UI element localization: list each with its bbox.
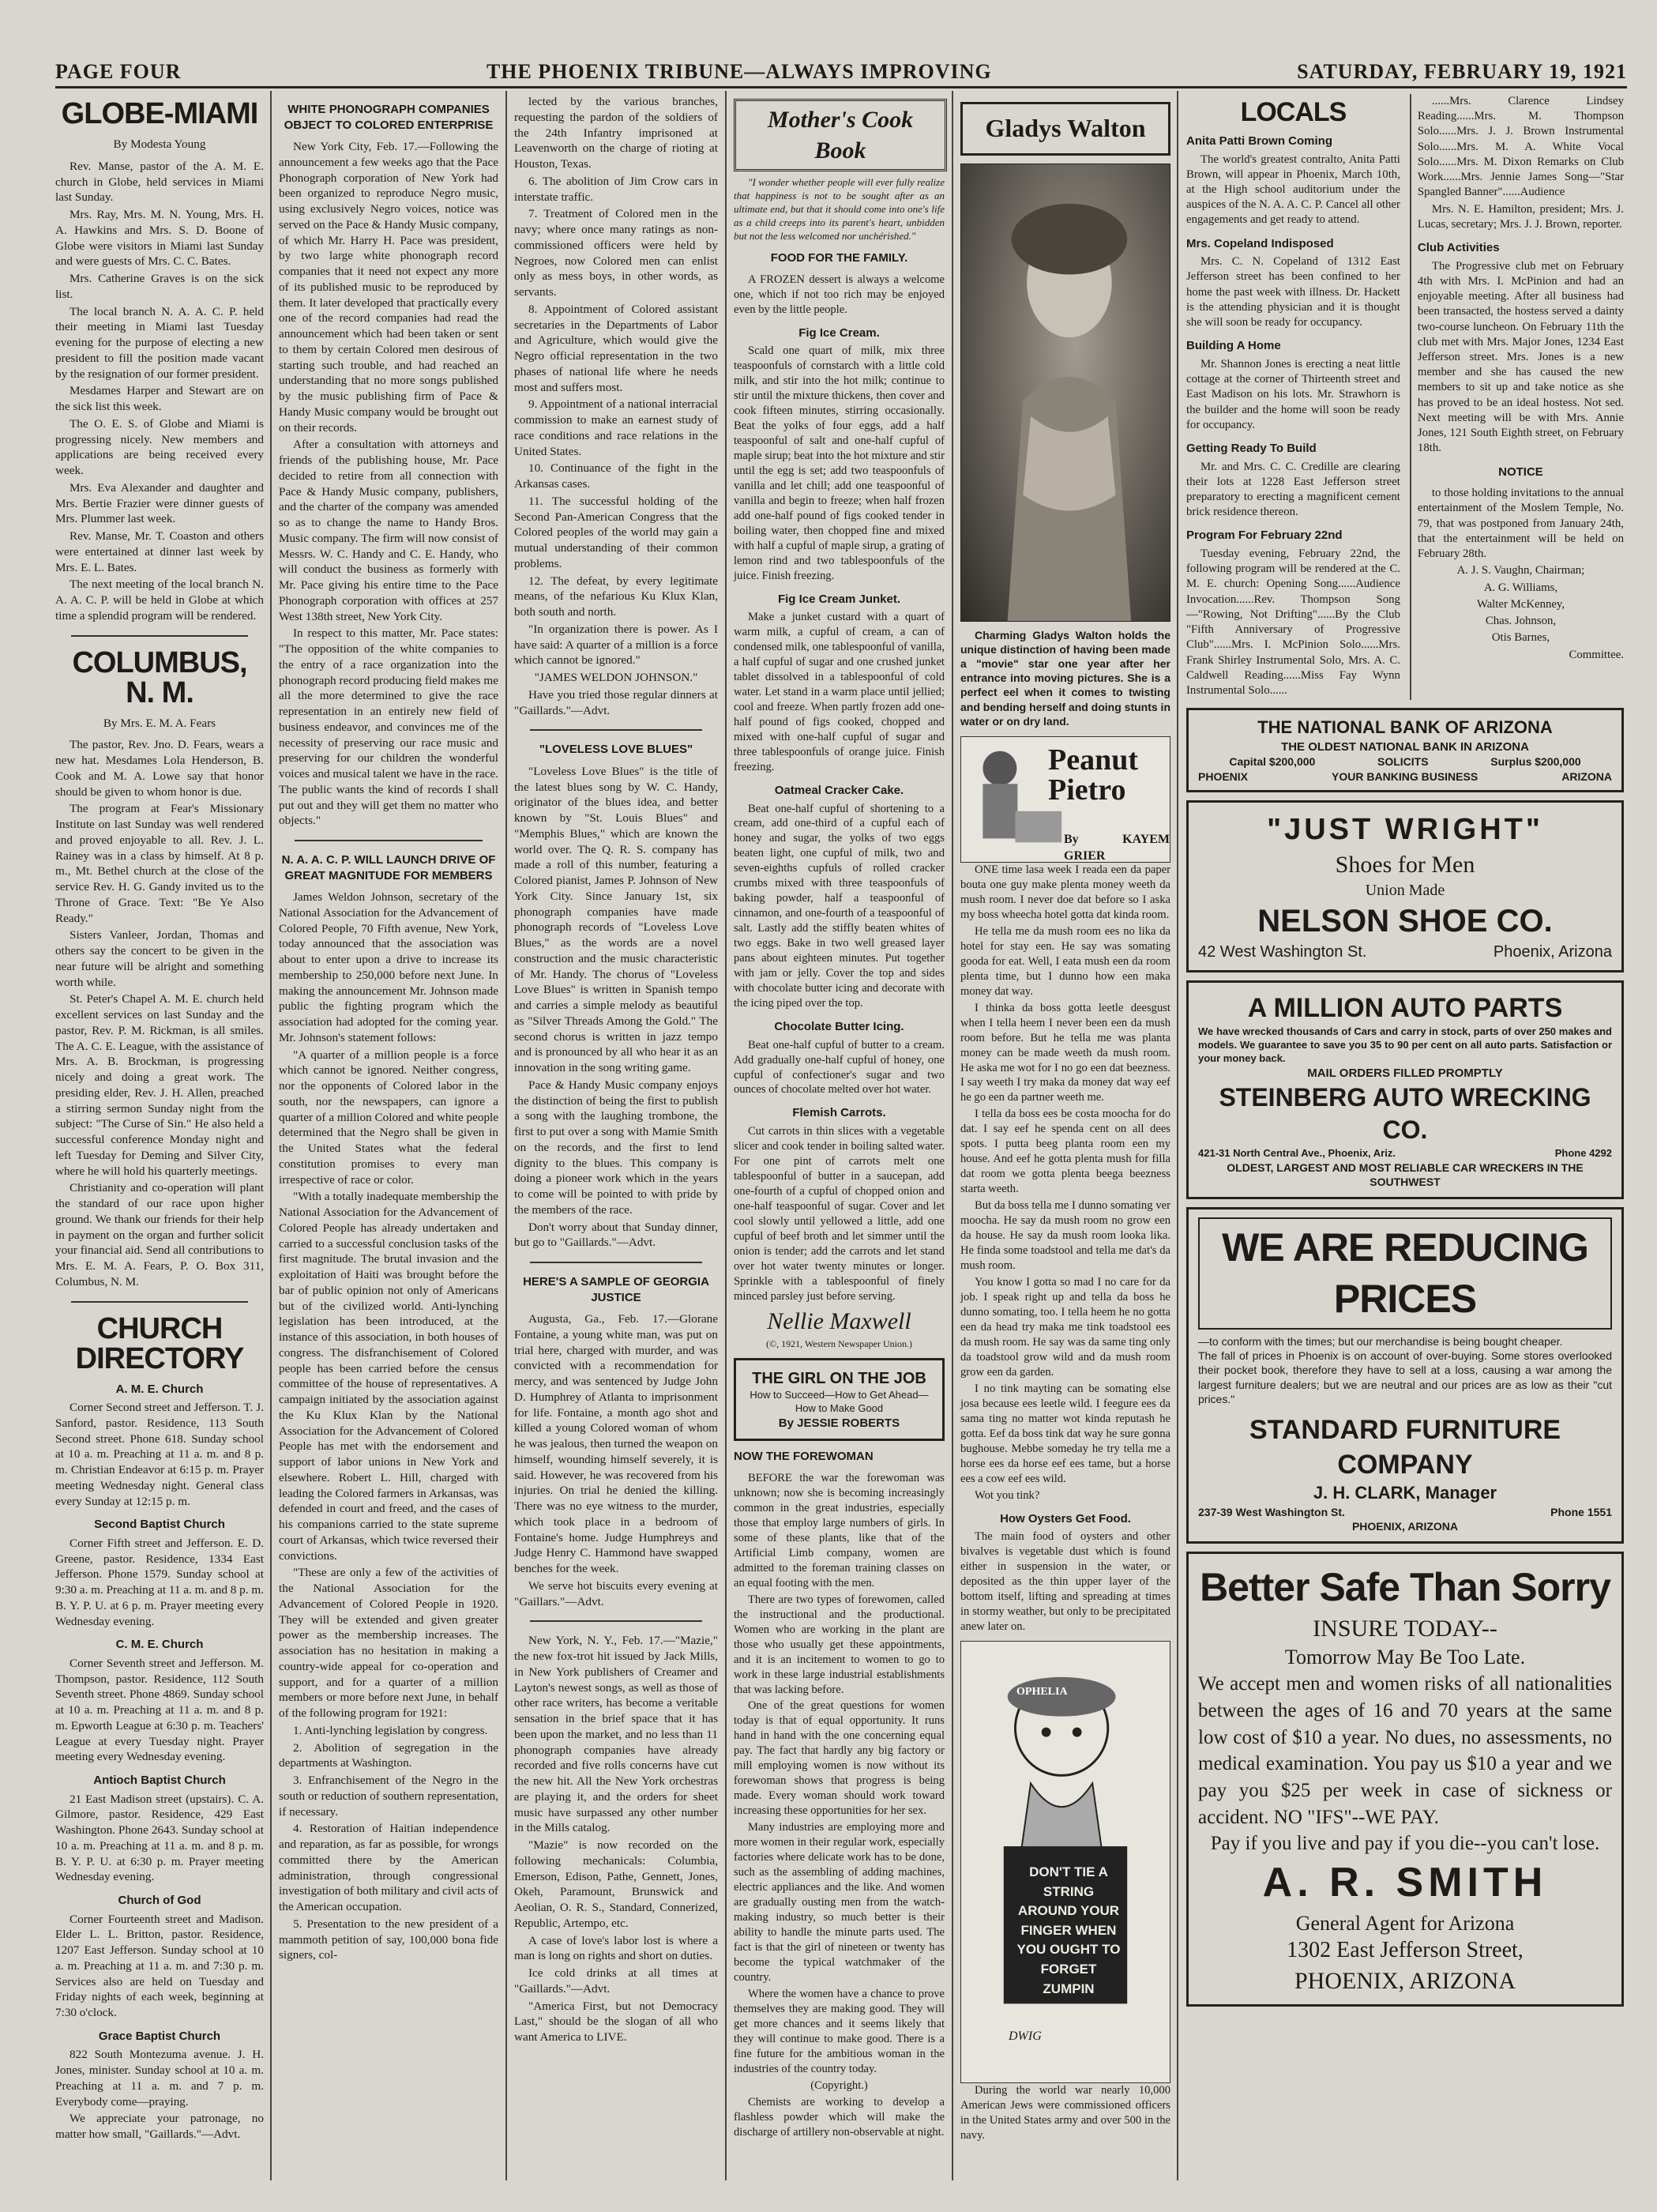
notice-signer: Chas. Johnson, bbox=[1485, 615, 1557, 628]
bank-footer-row bbox=[1198, 769, 1612, 784]
ad-phone: Phone 1551 bbox=[1550, 1505, 1612, 1518]
paragraph: Mrs. Ray, Mrs. M. N. Young, Mrs. H. A. Hawkins and Mrs. S. D. Boone of Globe were visitors in Miami last Sunday and were guests of Mrs. C. C. Bates. bbox=[55, 208, 264, 269]
ad-agent-name: A. R. SMITH bbox=[1262, 1860, 1548, 1906]
paragraph: But da boss tella me I dunno somating ver moocha. He say da mush room no grow een da house. He say da mush room looka lika. He finda some toadstool and tella me dat's da mush room. bbox=[960, 1199, 1170, 1273]
program-item: 6. The abolition of Jim Crow cars in interstate traffic. bbox=[514, 174, 718, 204]
divider bbox=[295, 840, 483, 841]
byline: By Mrs. E. M. A. Fears bbox=[103, 716, 216, 730]
church-name: Grace Baptist Church bbox=[98, 2029, 221, 2043]
paragraph: Pace & Handy Music company enjoys the distinction of being the first to publish a song with the laughing trombone, the first to put over a song with Mamie Smith on the records, and the first to lend dignity to the blues. This company is doing a pioneer work which in the years to come will be pointed to with pride by the members of the race. bbox=[514, 1078, 718, 1217]
church-details: 822 South Montezuma avenue. J. H. Jones, minister. Sunday school at 10 a. m. Preaching at 11 a. m. and 7 p. m. Everybody come—praying. bbox=[55, 2048, 264, 2109]
paragraph: Mrs. C. N. Copeland of 1312 East Jefferson street has been confined to her home the past week with illness. Dr. Hackett is the attending physician and it is thought she will soon be ready for occupancy. bbox=[1186, 255, 1400, 329]
ad-line: Tomorrow May Be Too Late. bbox=[1284, 1646, 1526, 1669]
ad-title: WE ARE REDUCING PRICES bbox=[1198, 1217, 1612, 1330]
recipe-text: Scald one quart of milk, mix three teaspoonfuls of cornstarch with a little cold milk, and stir into the hot milk; continue to stir until the mixture thickens, then cover and cook fifteen minutes, stirring occasionally. Beat the yolks of four eggs, add a half teaspoonful of salt and one-half cupful of maple sirup; beat into the hot mixture and stir until the egg is set; add two teaspoonfuls of vanilla and let chill; add one teaspoonful of vanilla and begin to freeze; when half frozen add one-half pound of figs cooked tender in boiling water, then chopped fine and mixed with half a cupful of maple sirup, a grating of lemon rind and two tablespoonfuls of the juice. Finish freezing. bbox=[734, 344, 945, 582]
church-details: 21 East Madison street (upstairs). C. A. Gilmore, pastor. Residence, 429 East Washington. Phone 2643. Sunday school at 10 a. m. Preaching at 11 a. m. and 8 p. m. B. Y. P. U. at 6:30 p. m. Prayer meeting Wednesday evening. bbox=[55, 1792, 264, 1884]
paragraph: "A quarter of a million people is a force which cannot be ignored. Neither congress, nor the opponents of Colored labor in the south, nor the newspapers, can ignore a quarter of a million Colored and white people determined that the Negro shall be given in the United States what the federal constitution promises to every man irrespective of race or color. bbox=[279, 1048, 498, 1187]
paragraph: "America First, but not Democracy Last," should be the slogan of all who want America to LIVE. bbox=[514, 1999, 718, 2044]
column-3 bbox=[508, 91, 724, 2180]
recipe-name: Fig Ice Cream. bbox=[798, 325, 880, 340]
paragraph: A case of love's labor lost is where a man is long on rights and short on duties. bbox=[514, 1933, 718, 1963]
paragraph: The world's greatest contralto, Anita Patti Brown, will appear in Phoenix, March 10th, at the High school auditorium under the auspices of the N. A. A. C. P. Cancel all other engagements and get ready to attend. bbox=[1186, 152, 1400, 227]
program-item: 12. The defeat, by every legitimate means, of the nefarious Ku Klux Klan, both south and north. bbox=[514, 574, 718, 619]
feature-subtitle: How to Succeed—How to Get Ahead—How to Make Good bbox=[750, 1389, 929, 1415]
column-rule bbox=[952, 91, 953, 2180]
recipe-text: Cut carrots in thin slices with a vegetable slicer and cook tender in boiling salted water. For one pint of carrots melt one tablespoonful of butter in a saucepan, add one-fourth of a cupful of chopped onion and one-half teaspoonful of sugar. Cover and let cool slowly until yellowed a little, add one cupful of beef broth and let simmer until the onion is tender; add the carrots and let stand over hot water twenty minutes or longer. Sprinkle with a tablespoonful of finely minced parsley just before serving. bbox=[734, 1124, 945, 1303]
notice-signer: Walter McKenney, bbox=[1476, 597, 1565, 611]
column-1 bbox=[49, 91, 270, 2180]
ad-title: A MILLION AUTO PARTS bbox=[1247, 993, 1563, 1024]
paragraph: Chemists are working to develop a flashless powder which will make the discharge of artillery non-observable at night. bbox=[734, 2095, 945, 2139]
paragraph: The Progressive club met on February 4th with Mrs. I. McPinion and had an enjoyable meeting. After all business had been transacted, the hostess served a dainty two-course luncheon. On February 11th the club met with Mrs. Major Jones, 1234 East Jefferson street. Mrs. Jones is a new member and she has caused the new members to sit up and take notice as she has proved to be an ideal hostess. Not sed. Next meeting will be with Mrs. Annie Jones, 121 South Eighth street, on February 18th. bbox=[1417, 259, 1624, 455]
photo-caption: Charming Gladys Walton holds the unique distinction of having been made a "movie" star one year after her entrance into moving pictures. She is a perfect eel when it comes to twisting and bending herself and doing stunts in water or on dry land. bbox=[960, 628, 1170, 728]
ad-address: 421-31 North Central Ave., Phoenix, Ariz. bbox=[1198, 1146, 1396, 1159]
paragraph: Rev. Manse, Mr. T. Coaston and others were entertained at dinner last week by Mrs. E. L. Bates. bbox=[55, 529, 264, 574]
paragraph: Tuesday evening, February 22nd, the following program will be rendered at the C. M. E. church: Opening Song......Audience Invocation......Rev. Thompson Song—"Rowing, Not Drifting"......By the Club "Fifth Anniversary of Progressive Club"......Mrs. I. McPinion Solo......Mrs. Frank Shirley Instrumental Solo, Mrs. A. C. Caldwell Reading......Miss Fay Wynn Instrumental Solo...... bbox=[1186, 547, 1400, 698]
ad-agent-role: General Agent for Arizona bbox=[1295, 1911, 1515, 1935]
paragraph: Mrs. Catherine Graves is on the sick list. bbox=[55, 272, 264, 301]
local-head: Anita Patti Brown Coming bbox=[1186, 134, 1332, 148]
ad-subtitle: Shoes for Men bbox=[1335, 852, 1475, 878]
bank-capital-row bbox=[1198, 754, 1612, 769]
headline-loveless-love: "LOVELESS LOVE BLUES" bbox=[539, 743, 693, 757]
advertisement-line: Have you tried those regular dinners at "Gaillards."—Advt. bbox=[514, 687, 718, 717]
ad-address: 1302 East Jefferson Street, bbox=[1287, 1938, 1524, 1963]
bank-surplus: Surplus $200,000 bbox=[1490, 755, 1581, 769]
insurance-ad bbox=[1186, 1552, 1624, 2007]
cartoon-sign: DON'T TIE A STRING AROUND YOUR FINGER WHEN YOU OUGHT TO FORGET ZUMPIN bbox=[1016, 1864, 1121, 1996]
ad-company: STEINBERG AUTO WRECKING CO. bbox=[1219, 1082, 1591, 1145]
paragraph: A FROZEN dessert is always a welcome one, which if not too rich may be enjoyed even by the little people. bbox=[734, 273, 945, 316]
ad-address: 237-39 West Washington St. bbox=[1198, 1505, 1345, 1518]
ad-title: THE NATIONAL BANK OF ARIZONA bbox=[1257, 717, 1553, 738]
divider bbox=[530, 729, 702, 731]
ad-manager: J. H. CLARK, Manager bbox=[1313, 1483, 1497, 1503]
cook-book-quote: "I wonder whether people will ever fully realize that happiness is not to be sought after as an ultimate end, but that it should come into one's life as a child creeps into its parent's heart, unbidden but not the less welcomed nor unchérished." bbox=[734, 176, 945, 242]
auto-parts-ad bbox=[1186, 980, 1624, 1199]
column-2 bbox=[272, 91, 505, 2180]
ad-company: STANDARD FURNITURE COMPANY bbox=[1249, 1414, 1561, 1480]
recipe-text: Make a junket custard with a quart of warm milk, a cupful of cream, a can of condensed milk, one tablespoonful of vanilla, a half cupful of sugar and one crushed junket tablet dissolved in a tablespoonful of cold water. Let stand in a warm place until jellied; cool and freeze. When partly frozen add one-half pound of figs cooked, chopped and mixed with one-half cupful of sugar and three tablespoonfuls of orange juice. Finish freezing. bbox=[734, 611, 945, 774]
bank-capital: Capital $200,000 bbox=[1229, 755, 1316, 769]
church-name: Second Baptist Church bbox=[94, 1518, 225, 1532]
divider bbox=[530, 1262, 702, 1263]
column-4 bbox=[727, 91, 951, 2180]
paragraph: Sisters Vanleer, Jordan, Thomas and others say the concert to be given in the near future will be alright and something worth while. bbox=[55, 928, 264, 989]
paragraph: "In organization there is power. As I have said: A quarter of a million is a force which cannot be ignored." bbox=[514, 622, 718, 668]
masthead bbox=[55, 57, 1627, 88]
ad-phone: Phone 4292 bbox=[1554, 1146, 1612, 1159]
gladys-walton-photo bbox=[960, 164, 1170, 622]
church-name: A. M. E. Church bbox=[115, 1382, 204, 1396]
paragraph: ......Mrs. Clarence Lindsey Reading......Mrs. M. Thompson Solo......Mrs. J. J. Brown Instrumental Solo......Mrs. M. A. White Vocal Solo......Mrs. M. Dixon Remarks on Club Work......Mrs. Jennie James Song—"Star Spangled Banner"......Audience bbox=[1417, 95, 1624, 199]
ad-tagline: OLDEST, LARGEST AND MOST RELIABLE CAR WRECKERS IN THE SOUTHWEST bbox=[1227, 1161, 1584, 1188]
portrait-icon bbox=[961, 164, 1170, 621]
paragraph: BEFORE the war the forewoman was unknown; now she is becoming increasingly common in the great industries, especially those that employ large numbers of girls. In some of these plants, like that of the Artificial Limb company, women are admitted to the foreman training classes on an equal footing with the men. bbox=[734, 1471, 945, 1589]
advertisement-line: Ice cold drinks at all times at "Gaillards."—Advt. bbox=[514, 1966, 718, 1996]
church-name: C. M. E. Church bbox=[115, 1638, 204, 1652]
program-item: 7. Treatment of Colored men in the navy; where once many ratings as non-commissioned officers were held by Negroes, now Colored men can enlist only as mess boys, in other words, as servants. bbox=[514, 207, 718, 299]
headline-phonograph: WHITE PHONOGRAPH COMPANIES OBJECT TO COLORED ENTERPRISE bbox=[284, 103, 494, 132]
column-rule bbox=[1177, 91, 1178, 2180]
girl-on-the-job-box bbox=[734, 1358, 945, 1441]
paragraph: Rev. Manse, pastor of the A. M. E. church in Globe, held services in Miami last Sunday. bbox=[55, 159, 264, 205]
mothers-cook-book-title: Mother's Cook Book bbox=[734, 99, 947, 171]
locals-section bbox=[1186, 94, 1624, 700]
program-item: 2. Abolition of segregation in the departments at Washington. bbox=[279, 1740, 498, 1770]
ad-subtitle: THE OLDEST NATIONAL BANK IN ARIZONA bbox=[1281, 739, 1529, 754]
column-rule bbox=[725, 91, 727, 2180]
program-item: 9. Appointment of a national interracial commission to make an earnest study of race conditions and race relations in the United States. bbox=[514, 397, 718, 458]
paragraph: Mrs. N. E. Hamilton, president; Mrs. J. Lucas, secretary; Mrs. J. J. Brown, reporter. bbox=[1417, 202, 1624, 231]
copyright: (©, 1921, Western Newspaper Union.) bbox=[766, 1337, 912, 1349]
paragraph: to those holding invitations to the annual entertainment of the Moslem Temple, No. 79, that was postponed from January 24th, that the entertainment will be held on February 28th. bbox=[1417, 487, 1624, 561]
advertisement-line: We serve hot biscuits every evening at "Gaillars."—Advt. bbox=[514, 1578, 718, 1608]
ad-address: 42 West Washington St. bbox=[1198, 943, 1367, 961]
recipe-name: Oatmeal Cracker Cake. bbox=[774, 784, 904, 798]
feature-title: THE GIRL ON THE JOB bbox=[752, 1370, 926, 1388]
ad-mail: MAIL ORDERS FILLED PROMPTLY bbox=[1307, 1066, 1503, 1081]
bank-city: PHOENIX bbox=[1198, 769, 1249, 783]
page-number: PAGE FOUR bbox=[55, 59, 182, 83]
local-head: Building A Home bbox=[1186, 339, 1281, 353]
paragraph: He tella me da mush room ees no lika da hotel for stay een. He say was somating gooda for eat. Well, I eata mush een da room plenta time, but I dunno how een maka money dat way. bbox=[960, 924, 1170, 998]
ad-title: "JUST WRIGHT" bbox=[1267, 812, 1543, 846]
section-title-church-directory: CHURCH DIRECTORY bbox=[75, 1311, 244, 1375]
paragraph: The main food of oysters and other bivalves is vegetable dust which is found either in suspension in the water, or deposited as the thin upper layer of the bottom itself, lifting and spreading at times in stormy weather, but only to be precipitated anew later on. bbox=[960, 1530, 1170, 1633]
program-item: 1. Anti-lynching legislation by congress. bbox=[293, 1723, 488, 1737]
ad-city: PHOENIX, ARIZONA bbox=[1351, 1520, 1459, 1533]
paragraph: Many industries are employing more and more women in their regular work, especially factories where delicate work has to be done, such as the assembling of adding machines, electric appliances and the like. And women are gradually ousting men from the watch-making industry, so much better is their ability to handle the minute parts used. The fact is that the girl of nineteen or twenty has become the typical watchmaker of the country. bbox=[734, 1821, 945, 1984]
ad-text: We have wrecked thousands of Cars and carry in stock, parts of over 250 makes and models. We guarantee to save you 35 to 90 per cent on all auto parts. Satisfaction or your money back. bbox=[1198, 1025, 1612, 1065]
ad-title: Better Safe Than Sorry bbox=[1200, 1565, 1610, 1610]
notice-signer: Otis Barnes, bbox=[1491, 631, 1550, 645]
recipe-name: Fig Ice Cream Junket. bbox=[777, 592, 901, 606]
notice-title: NOTICE bbox=[1498, 465, 1543, 479]
recipe-text: Beat one-half cupful of shortening to a cream, add one-third of a cupful each of honey and sugar, the yolks of two eggs beaten light, one cupful of milk, two and seven-eighths cupfuls of rolled cracker crumbs mixed with three teaspoonfuls of baking powder, half a teaspoonful of cinnamon, and one-fourth of a teaspoonful of salt. Lastly add the stiffly beaten whites of two eggs. Bake in two well greased layer pans about eighteen minutes. Put together with jam or jelly. Cover the top and sides with chocolate butter icing and decorate with the icing piped over the top. bbox=[734, 802, 945, 1010]
paragraph: "With a totally inadequate membership the National Association for the Advancement of Colored People has already undertaken and carried to a successful conclusion tasks of the first magnitude. The brutal invasion and the exploitation of Haiti was brought before the bar of public opinion not only of Americans but of the civilized world. Anti-lynching legislation has been introduced, at the instance of this association, in both houses of congress. The disfranchisement of Colored people has been carried before the census committee of the house of representatives. A campaign initiated by the association against the Ku Klux Klan by the National Association for the Advancement of Colored People has met with the endorsement and support of labor unions in New York and elsewhere. Robert L. Hill, charged with leading the Colored farmers in Arkansas, was defended in court and freed, and the cases of his companions carried to the state supreme court of Arkansas, which twice reversed their convictions. bbox=[279, 1190, 498, 1563]
bank-ad bbox=[1186, 708, 1624, 792]
byline: By KAYEM GRIER bbox=[1064, 832, 1170, 863]
church-name: Church of God bbox=[118, 1894, 201, 1907]
paragraph: Mr. Shannon Jones is erecting a neat little cottage at the corner of Thirteenth street and East Madison on his lots. Mr. Strawhorn is the builder and the home will soon be ready for occupancy. bbox=[1186, 357, 1400, 431]
paragraph: "Loveless Love Blues" is the title of the latest blues song by W. C. Handy, originator of the blues idea, and better known by "St. Louis Blues" and "Memphis Blues," which are known the world over. The Q. R. S. company has made a roll of this number, featuring a Colored pianist, James P. Johnson of New York City. Since January 1st, six phonograph companies have made phonograph records of "Loveless Love Blues," as the words are a novel construction and the music characteristic of Mr. Handy. The chorus of "Loveless Love Blues" is written in Spanish tempo and carries a simple melody as beautiful as "Silver Threads Among the Gold." The second chorus is written in jazz tempo and is pronounced by all who hear it as an innovation in the song writing game. bbox=[514, 764, 718, 1074]
column-rule bbox=[270, 91, 272, 2180]
church-list bbox=[55, 1382, 264, 2110]
recipe-name: Flemish Carrots. bbox=[792, 1106, 886, 1120]
local-head: Club Activities bbox=[1417, 241, 1500, 255]
byline: By JESSIE ROBERTS bbox=[778, 1416, 900, 1430]
photo-title: Gladys Walton bbox=[960, 102, 1170, 156]
ad-line: Pay if you live and pay if you die--you can't lose. bbox=[1210, 1832, 1600, 1854]
program-item: 11. The successful holding of the Second Pan-American Congress that the Colored peoples of the world may gain a mutual understanding of their common problems. bbox=[514, 494, 718, 570]
paragraph: Where the women have a chance to prove themselves they are making good. They will get more chances and it seems likely that they will continue to make good. There is a fine future for the ambitious woman in the industries of the country today. bbox=[734, 1987, 945, 2075]
paragraph: New York, N. Y., Feb. 17.—"Mazie," the new fox-trot hit issued by Jack Mills, in New York publishers of Creamer and Layton's newest songs, as well as those of other race writers, has become a veritable sensation in the brief space that it has been upon the market, and no less than 11 phonograph companies have already recorded and five rolls concerns have cut the new hit. All the New York orchestras are playing it, and the orders for sheet music have surpassed any other number in the Mills catalog. bbox=[514, 1634, 718, 1835]
headline-oysters: How Oysters Get Food. bbox=[1000, 1511, 1131, 1525]
program-item: 8. Appointment of Colored assistant secretaries in the Departments of Labor and Agriculture, which would give the Negro official representation in the two phases of national life where he needs most and suffers most. bbox=[514, 302, 718, 394]
section-title-columbus: COLUMBUS, N. M. bbox=[72, 645, 247, 709]
program-item: 5. Presentation to the new president of a mammoth petition of say, 100,000 bona fide signers, col- bbox=[279, 1917, 498, 1962]
issue-date: SATURDAY, FEBRUARY 19, 1921 bbox=[1297, 59, 1627, 83]
paragraph: During the world war nearly 10,000 American Jews were commissioned officers in the United States army and over 500 in the navy. bbox=[960, 2083, 1170, 2142]
church-name: Antioch Baptist Church bbox=[93, 1774, 226, 1787]
ad-company: NELSON SHOE CO. bbox=[1257, 904, 1553, 939]
bank-state: ARIZONA bbox=[1561, 769, 1612, 783]
paragraph: The next meeting of the local branch N. A. A. C. P. will be held in Globe at which time a splendid program will be rendered. bbox=[55, 577, 264, 623]
local-head: Getting Ready To Build bbox=[1186, 442, 1317, 456]
recipe-text: Beat one-half cupful of butter to a cream. Add gradually one-half cupful of honey, one cupful of confectioner's sugar and two ounces of chocolate melted over hot water. bbox=[734, 1038, 945, 1097]
paragraph: One of the great questions for women today is that of equal opportunity. It runs hand in hand with the one concerning equal pay. The fact that hardly any big factory or mill employing women is now without its forewoman shows that progress is being made. Every woman should work toward increasing these opportunities for her sex. bbox=[734, 1699, 945, 1818]
bank-tagline: YOUR BANKING BUSINESS bbox=[1332, 769, 1479, 783]
paragraph: You know I gotta so mad I no care for da job. I speak right up and tella da boss he dunno somating, too. I tella heem he no gotta een da head try maka me tink toadstool ees da mush room. He say was da same ting only da toadstool grow wild and da mush room grow een da garden. bbox=[960, 1276, 1170, 1379]
recipe-name: Chocolate Butter Icing. bbox=[774, 1020, 904, 1034]
paragraph: "Mazie" is now recorded on the following mechanicals: Columbia, Emerson, Edison, Pathe, Gennett, Jones, Okeh, Paramount, Brunswick and Aeolian, O. R. S., Standard, Connerized, Republic, Artempo, etc. bbox=[514, 1838, 718, 1930]
signature: Nellie Maxwell bbox=[767, 1307, 911, 1334]
paragraph: "These are only a few of the activities of the National Association for the Advancement of Colored People in 1920. They will be extended and given greater power as the membership increases. The association has no hesitation in making a country-wide appeal for co-operation and support, and for a quarter of a million members or more before next June, in behalf of the following program for 1921: bbox=[279, 1566, 498, 1720]
ad-address-row bbox=[1198, 1505, 1612, 1519]
paragraph: ONE time lasa week I reada een da paper bouta one guy make plenta money weeth da mush room. I never doe dat before so I aska my boss wheecha hotel gotta dat kinda room. bbox=[960, 863, 1170, 921]
program-item: 3. Enfranchisement of the Negro in the south or reduction of southern representation, if necessary. bbox=[279, 1774, 498, 1819]
paragraph: Christianity and co-operation will plant the standard of our race upon higher ground. We thank our friends for their help in payment on the organ and further solicit your financial aid. Send all contributions to Mrs. E. M. A. Fears, P. O. Box 311, Columbus, N. M. bbox=[55, 1181, 264, 1288]
ad-union: Union Made bbox=[1365, 882, 1445, 900]
paragraph: After a consultation with attorneys and friends of the publishing house, Mr. Pace decided to retire from all connection with Pace & Handy Music company, publishers, and the charter of the company was amended so as to change the name to Handy Bros. Music company. The firm will now consist of Messrs. W. C. Handy and C. E. Handy, who will conduct the business as formerly with Mr. Pace giving his entire time to the Pace Phonograph corporation with offices at 257 West 138th street, New York City. bbox=[279, 438, 498, 623]
program-item: 4. Restoration of Haitian independence and reparation, as far as possible, for wrongs committed there by the American administration, through congressional investigation of both military and civil acts of the American occupation. bbox=[279, 1822, 498, 1913]
paragraph: Mesdames Harper and Stewart are on the sick list this week. bbox=[55, 384, 264, 413]
globe-articles bbox=[55, 159, 264, 624]
divider bbox=[530, 1620, 702, 1622]
column-6 bbox=[1180, 91, 1630, 2180]
paragraph: New York City, Feb. 17.—Following the announcement a few weeks ago that the Pace Phonograph corporation of New York had been organized to reproduce Negro music, using exclusively Negro voices, notice was served on the Pace & Handy Music company, of which Mr. Harry H. Pace was president, by two large white phonograph record companies that it need not expect any more of its published music to be reproduced by them. It later developed that practically every one of the record companies had read the announcement which had been taken or sent to them by certain Colored men desirous of starting such trouble, and had reached an understanding that no more songs published by the music publishing firm of Pace & Handy Music company would be brought out on their records. bbox=[279, 140, 498, 434]
ad-address-row bbox=[1198, 1147, 1612, 1161]
ad-city: PHOENIX, ARIZONA bbox=[1294, 1967, 1516, 1994]
divider bbox=[71, 1301, 248, 1303]
column-rule bbox=[505, 91, 507, 2180]
copyright: (Copyright.) bbox=[810, 2078, 868, 2092]
paragraph: I tella da boss ees be costa moocha for do dat. I say eef he spenda cent on all dees spots. I putta beeg planta room een my house. And eef he gotta plenta mush for filla dat room we gotta plenta beega beezness starta weeth. bbox=[960, 1108, 1170, 1196]
paragraph: Mr. and Mrs. C. C. Credille are clearing their lots at 1228 East Jefferson street preparatory to erecting a magnificent cement brick residence thereon. bbox=[1186, 460, 1400, 519]
locals-left bbox=[1186, 94, 1400, 700]
paragraph: The O. E. S. of Globe and Miami is progressing nicely. New members and applications are being received every week. bbox=[55, 416, 264, 477]
signature: "JAMES WELDON JOHNSON." bbox=[534, 671, 698, 684]
headline-food-for-family: FOOD FOR THE FAMILY. bbox=[770, 251, 908, 265]
paragraph: Wot you tink? bbox=[975, 1488, 1040, 1502]
church-details: Corner Fourteenth street and Madison. Elder L. L. Britton, pastor. Residence, 1207 East Jefferson. Sunday school at 10 a. m. Preaching at 11 a. m. and 7:30 p. m. Services also are held on Tuesday and Friday nights of each week, beginning at 7:30 o'clock. bbox=[55, 1912, 264, 2019]
advertisement-line: We appreciate your patronage, no matter how small, "Gaillards."—Advt. bbox=[55, 2112, 264, 2141]
church-details: Corner Second street and Jefferson. T. J. Sanford, pastor. Residence, 113 South Second street. Phone 618. Sunday school at 10 a. m. Preaching at 11 a. m. and 8 p. m. Christian Endeavor at 6:15 p. m. Prayer meeting Wednesday night. General class every Sunday at 12:15 p. m. bbox=[55, 1401, 264, 1508]
headline-naacp-drive: N. A. A. C. P. WILL LAUNCH DRIVE OF GREAT MAGNITUDE FOR MEMBERS bbox=[281, 853, 496, 882]
bank-solicits: SOLICITS bbox=[1377, 755, 1429, 769]
shoe-ad bbox=[1186, 800, 1624, 972]
byline: By Modesta Young bbox=[113, 137, 206, 151]
ad-address-row bbox=[1198, 942, 1612, 962]
paragraph: I thinka da boss gotta leetle deesgust when I tella heem I never been een da mush room before. But he tella me was planta money can be made weeth da mush room. He aska me wot for I no go een dat beezness. I say weeth I try maka da money dat way eef he go een da partner weeth me. bbox=[960, 1001, 1170, 1104]
headline-georgia-justice: HERE'S A SAMPLE OF GEORGIA JUSTICE bbox=[523, 1275, 709, 1304]
paragraph: lected by the various branches, requesting the pardon of the soldiers of the 24th Infantry imprisoned at Leavenworth on the charge of rioting at Houston, Texas. bbox=[514, 95, 718, 171]
paragraph: St. Peter's Chapel A. M. E. church held excellent services on last Sunday and the pastor, Rev. P. M. Rickman, is all smiles. The A. C. E. League, with the assistance of Mrs. A. B. Brockman, is progressing nicely and doing a great work. The presiding elder, Rev. J. H. Allen, preached a stirring sermon Sunday night from the subject: "The Curse of Sin." He also held a successful conference Monday night and left Tuesday for Deming and Silver City, where he will hold his quarterly meetings. bbox=[55, 992, 264, 1178]
notice-signer: Committee. bbox=[1569, 648, 1624, 661]
cartoon-hat-label: OPHELIA bbox=[1016, 1685, 1068, 1698]
paragraph: James Weldon Johnson, secretary of the National Association for the Advancement of Colored People, 70 Fifth avenue, New York, today announced that the association was about to enter upon a drive to increase its membership to 250,000 before next June. In making the announcement Mr. Johnson made public the fighting program which the association had adopted for the coming year. Mr. Johnson's statement follows: bbox=[279, 890, 498, 1044]
cartoon-girl-icon bbox=[961, 1642, 1170, 2082]
paragraph: The pastor, Rev. Jno. D. Fears, wears a new hat. Mesdames Lola Henderson, B. Cook and M. A. Lowe say that honor should be given to whom honor is due. bbox=[55, 738, 264, 799]
local-head: Program For February 22nd bbox=[1186, 529, 1343, 543]
feature-title: Peanut Pietro bbox=[1048, 743, 1138, 807]
church-details: Corner Fifth street and Jefferson. E. D. Greene, pastor. Residence, 1334 East Jefferson. Phone 1579. Sunday school at 9:30 a. m. Preaching at 11 a. m. and 8 p. m. B. Y. P. U. at 6 p. m. Prayer meeting every Wednesday evening. bbox=[55, 1536, 264, 1628]
paragraph: Mrs. Eva Alexander and daughter and Mrs. Bertie Frazier were dinner guests of Mrs. Plummer last week. bbox=[55, 480, 264, 526]
local-head: Mrs. Copeland Indisposed bbox=[1186, 236, 1334, 250]
paragraph: Augusta, Ga., Feb. 17.—Glorane Fontaine, a young white man, was put on trial here, charged with murder, and was convicted with a recommendation for mercy, and was sentenced by Judge John D. Humphrey of Atlanta to imprisonment for life. Fontaine, a month ago shot and killed a young Colored woman of whom he was jealous, then turned the weapon on himself, wounding himself severely, it is said. However, he was recovered from his injuries. On trial he denied the killing. There was no eye witness to the murder, which took place in a bedroom of Fontaine's home. Judge Humphreys and Judge Henry C. Hammond have swapped benches for the week. bbox=[514, 1312, 718, 1575]
ad-city: Phoenix, Arizona bbox=[1493, 943, 1612, 961]
paragraph: In respect to this matter, Mr. Pace states: "The opposition of the white companies to the entry of a race organization into the phonograph record producing field makes me all the more determined to give the race representation in an entirely new field of business endeavor, and convinces me of the necessity of preserving our race music and preserving for our children the wonderful voices and musical talent we have in the race. The public wants the kind of records I shall put out and they will get them no matter who objects." bbox=[279, 626, 498, 828]
ophelia-cartoon bbox=[960, 1641, 1170, 2083]
furniture-ad bbox=[1186, 1207, 1624, 1544]
divider bbox=[71, 635, 248, 637]
ad-text: —to conform with the times; but our merchandise is being bought cheaper. bbox=[1198, 1334, 1563, 1348]
section-title-globe: GLOBE-MIAMI bbox=[61, 97, 258, 130]
church-details: Corner Seventh street and Jefferson. M. Thompson, pastor. Residence, 112 South Seventh street. Phone 4869. Sunday school at 10 a. m. Preaching at 11 a. m. and 8 p. m. Epworth League at 6:30 p. m. Teachers' League at every Tuesday night. Prayer meeting every Wednesday evening. bbox=[55, 1656, 264, 1764]
paragraph: There are two types of forewomen, called the instructional and the productional. Women who are working in the plant are those who usually get these appointments, and it is an incitement to women to go to work in these large industrial establishments that was lacking before. bbox=[734, 1593, 945, 1696]
headline-forewoman: NOW THE FOREWOMAN bbox=[734, 1450, 874, 1464]
newspaper-title: THE PHOENIX TRIBUNE—ALWAYS IMPROVING bbox=[486, 59, 992, 83]
paragraph: I no tink mayting can be somating else josa because ees leetle wild. I feegure ees da sama ting no matter wot kinda reputash he gotta. Eef da boss tink dat way he sure gonna bughouse. Mebbe someday he try tella me a horse ees da horse eef ees tame, but a horse ees a cow eef ees wild. bbox=[960, 1382, 1170, 1485]
cartoon-signature: DWIG bbox=[1009, 2029, 1042, 2043]
column-5 bbox=[954, 91, 1177, 2180]
ad-text: We accept men and women risks of all nationalities between the ages of 16 and 70 years at the same low cost of $10 a year. No dues, no assessments, no medical examination. You pay us $10 a year and we pay you $25 per week in case of sickness or accident. NO "IFS"--WE PAY. bbox=[1198, 1673, 1612, 1828]
notice-signer: A. J. S. Vaughn, Chairman; bbox=[1456, 564, 1585, 577]
program-item: 10. Continuance of the fight in the Arkansas cases. bbox=[514, 461, 718, 491]
locals-right bbox=[1410, 94, 1624, 700]
ad-subtitle: INSURE TODAY-- bbox=[1313, 1616, 1497, 1642]
advertisement-line: Don't worry about that Sunday dinner, but go to "Gaillards."—Advt. bbox=[514, 1220, 718, 1250]
paragraph: The local branch N. A. A. C. P. held their meeting in Miami last Tuesday evening for the purpose of electing a new president to fill the position made vacant by the resignation of our former president. bbox=[55, 304, 264, 381]
notice-signer: A. G. Williams, bbox=[1483, 581, 1558, 594]
ad-text: The fall of prices in Phoenix is on account of over-buying. Some stores overlooked their pocket book, therefore they have to sell at a loss, causing a war among the largest furniture dealers; but we are neutral and our prices are as low as their "cut prices." bbox=[1198, 1349, 1612, 1405]
section-title-locals: LOCALS bbox=[1240, 97, 1347, 127]
peanut-pietro-banner bbox=[960, 736, 1170, 863]
paragraph: The program at Fear's Missionary Institute on last Sunday was well rendered and proved enjoyable to all. Rev. J. L. Rainey was in a class by himself. At 8 p. m., Mt. Bethel church at the close of the service Rev. H. G. Gandy invited us to the Throne of Grace. Text: "Be Ye Also Ready." bbox=[55, 802, 264, 925]
